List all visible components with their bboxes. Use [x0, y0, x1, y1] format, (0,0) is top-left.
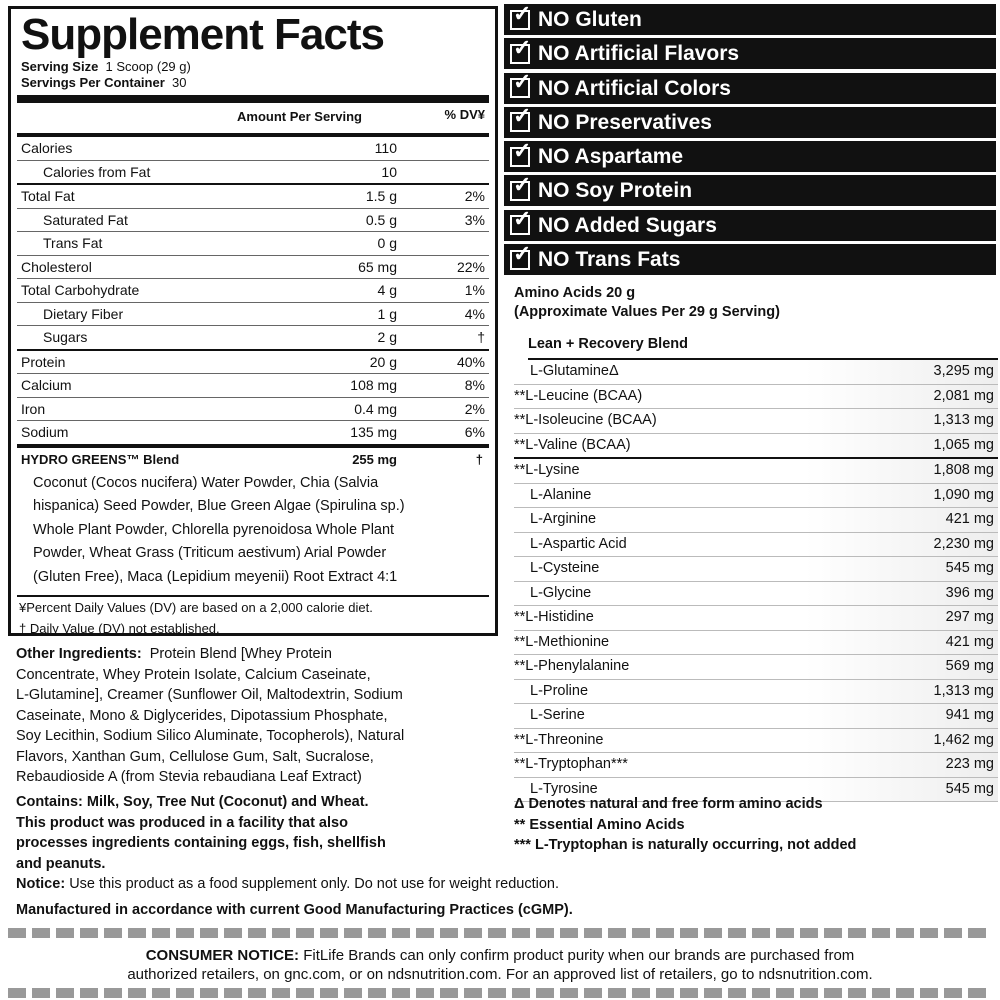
checkbox-icon: ✓ — [510, 112, 530, 132]
check-banner: ✓ NO Artificial Colors — [504, 73, 996, 104]
free-from-list — [504, 0, 996, 278]
serving-size: Serving Size 1 Scoop (29 g) — [21, 59, 191, 74]
amino-row: L-Cysteine 545 mg — [514, 557, 998, 582]
nutrient-row: Total Carbohydrate 4 g 1% — [17, 279, 489, 303]
checkbox-icon: ✓ — [510, 10, 530, 30]
supplement-facts-panel — [8, 6, 498, 636]
footnote-dv: ¥Percent Daily Values (DV) are based on a 2,000 calorie diet. — [19, 600, 373, 615]
nutrient-row: Trans Fat 0 g — [17, 232, 489, 256]
other-ingredients-label: Other Ingredients: — [16, 646, 142, 662]
blend-dv: † — [475, 451, 483, 467]
nutrient-row: Total Fat 1.5 g 2% — [17, 185, 489, 209]
check-banner: ✓ NO Gluten — [504, 4, 996, 35]
blend-name: HYDRO GREENS™ Blend — [21, 451, 180, 467]
facts-header — [17, 95, 489, 133]
amino-row: **L-Lysine 1,808 mg — [514, 459, 998, 484]
checkbox-icon: ✓ — [510, 250, 530, 270]
amino-row: **L-Threonine 1,462 mg — [514, 729, 998, 754]
checkbox-icon: ✓ — [510, 215, 530, 235]
servings-per-container: Servings Per Container 30 — [21, 75, 187, 90]
facts-title: Supplement Facts — [21, 10, 384, 59]
nutrient-rows — [17, 133, 489, 444]
nutrient-row: Sugars 2 g † — [17, 326, 489, 351]
nutrient-row: Calories 110 — [17, 137, 489, 161]
amino-row: **L-Isoleucine (BCAA) 1,313 mg — [514, 409, 998, 434]
amino-row: **L-Phenylalanine 569 mg — [514, 655, 998, 680]
checkbox-icon: ✓ — [510, 78, 530, 98]
amino-row: L-GlutamineΔ 3,295 mg — [514, 360, 998, 385]
check-banner: ✓ NO Soy Protein — [504, 175, 996, 206]
amino-title: Amino Acids 20 g — [514, 285, 636, 301]
nutrient-row: Iron 0.4 mg 2% — [17, 398, 489, 422]
blend-amount: 255 mg — [352, 451, 397, 467]
blend-ingredients: Coconut (Cocos nucifera) Water Powder, Chia (Salvia hispanica) Seed Powder, Blue Green Algae (Spirulina sp.) Whole Plant Powder, Chlorella pyrenoidosa Whole Plant Powder, Wheat Grass (Triticum aestivum) Arial Powder (Gluten Free), Maca (Lepidium meyenii) Root Extract 4:1 — [33, 474, 405, 585]
nutrient-row: Dietary Fiber 1 g 4% — [17, 303, 489, 327]
check-banner: ✓ NO Preservatives — [504, 107, 996, 138]
amino-row: **L-Tryptophan*** 223 mg — [514, 753, 998, 778]
amino-notes: Δ Denotes natural and free form amino acids ** Essential Amino Acids *** L-Tryptophan is naturally occurring, not added — [514, 796, 857, 853]
hydro-greens-blend — [17, 444, 489, 596]
nutrient-row: Sodium 135 mg 6% — [21, 424, 485, 440]
amino-row: L-Serine 941 mg — [514, 704, 998, 729]
amount-header: Amount Per Serving — [237, 109, 362, 124]
consumer-notice: CONSUMER NOTICE: FitLife Brands can only confirm product purity when our brands are purchased from authorized retailers, on gnc.com, or on ndsnutrition.com. For an approved list of retailers, go to ndsnutrition.com. — [127, 947, 873, 983]
nutrient-row: Protein 20 g 40% — [17, 351, 489, 375]
check-banner: ✓ NO Trans Fats — [504, 244, 996, 275]
amino-blend-name: Lean + Recovery Blend — [528, 334, 998, 360]
checkbox-icon: ✓ — [510, 44, 530, 64]
dv-header: % DV¥ — [444, 107, 485, 122]
amino-row: L-Proline 1,313 mg — [514, 680, 998, 705]
amino-row: L-Aspartic Acid 2,230 mg — [514, 533, 998, 558]
gmp-statement: Manufactured in accordance with current Good Manufacturing Practices (cGMP). — [16, 902, 573, 918]
other-ingredients: Other Ingredients: Protein Blend [Whey Protein Concentrate, Whey Protein Isolate, Calcium Caseinate, L-Glutamine], Creamer (Sunflower Oil, Maltodextrin, Sodium Caseinate, Mono & Diglycerides, Dipotassium Phosphate, Soy Lecithin, Sodium Silico Aluminate, Tocopherols), Natural Flavors, Xanthan Gum, Cellulose Gum, Salt, Sucralose, Rebaudioside A (from Stevia rebaudiana Leaf Extract) — [16, 646, 405, 785]
divider — [8, 988, 992, 998]
divider — [8, 928, 992, 938]
checkbox-icon: ✓ — [510, 147, 530, 167]
check-banner: ✓ NO Aspartame — [504, 141, 996, 172]
nutrient-row: Cholesterol 65 mg 22% — [17, 256, 489, 280]
amino-row: L-Tyrosine 545 mg — [514, 778, 998, 803]
amino-row: **L-Leucine (BCAA) 2,081 mg — [514, 385, 998, 410]
amino-row: **L-Methionine 421 mg — [514, 631, 998, 656]
allergen-statement: Contains: Milk, Soy, Tree Nut (Coconut) and Wheat. This product was produced in a facility that also processes ingredients containing eggs, fish, shellfish and peanuts. — [16, 794, 386, 872]
check-banner: ✓ NO Artificial Flavors — [504, 38, 996, 69]
amino-acids-table — [514, 284, 998, 802]
check-banner: ✓ NO Added Sugars — [504, 210, 996, 241]
amino-subtitle: (Approximate Values Per 29 g Serving) — [514, 304, 780, 320]
amino-row: **L-Histidine 297 mg — [514, 606, 998, 631]
checkbox-icon: ✓ — [510, 181, 530, 201]
nutrient-row: Calcium 108 mg 8% — [17, 374, 489, 398]
footnote-dagger: † Daily Value (DV) not established. — [19, 621, 220, 636]
amino-row: L-Glycine 396 mg — [514, 582, 998, 607]
notice: Notice: Use this product as a food supplement only. Do not use for weight reduction. — [16, 876, 559, 892]
amino-row: L-Arginine 421 mg — [514, 508, 998, 533]
nutrient-row: Calories from Fat 10 — [17, 161, 489, 186]
nutrient-row: Saturated Fat 0.5 g 3% — [17, 209, 489, 233]
facts-footnotes — [17, 595, 489, 639]
amino-row: **L-Valine (BCAA) 1,065 mg — [514, 434, 998, 460]
amino-row: L-Alanine 1,090 mg — [514, 484, 998, 509]
